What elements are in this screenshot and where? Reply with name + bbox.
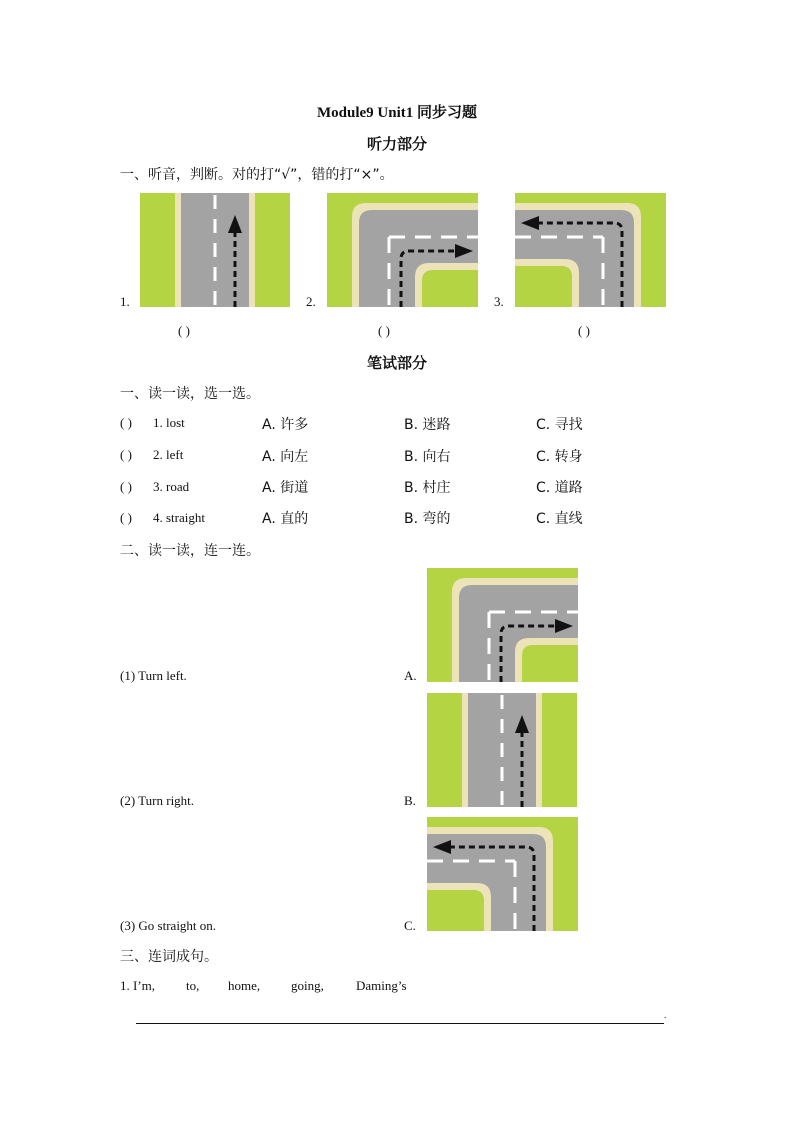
question-word: 1. lost bbox=[153, 415, 185, 430]
question-word: 4. straight bbox=[153, 510, 205, 525]
match-option-letter: A. bbox=[404, 668, 417, 683]
part2-title: 二、读一读，连一连。 bbox=[120, 543, 260, 559]
listening-section-title: 一、听音，判断。对的打“√”，错的打“×”。 bbox=[120, 167, 394, 183]
option-a: A. 直的 bbox=[262, 511, 309, 527]
listening-heading: 听力部分 bbox=[366, 135, 427, 153]
part1-title: 一、读一读，选一选。 bbox=[120, 386, 260, 402]
listening-item-number: 1. bbox=[120, 294, 130, 309]
match-option-letter: B. bbox=[404, 793, 416, 808]
answer-paren[interactable]: ( ) bbox=[178, 323, 190, 338]
match-phrase[interactable]: (1) Turn left. bbox=[120, 668, 187, 683]
option-b: B. 迷路 bbox=[404, 417, 451, 433]
option-c-turn-left-picture[interactable] bbox=[427, 817, 578, 931]
answer-paren[interactable]: ( ) bbox=[120, 447, 132, 462]
option-b: B. 村庄 bbox=[404, 480, 451, 496]
scrambled-word: Daming’s bbox=[356, 978, 407, 993]
scrambled-word: home, bbox=[228, 978, 261, 993]
part3-title: 三、连词成句。 bbox=[120, 949, 218, 965]
listening-item-number: 3. bbox=[494, 294, 504, 309]
page-title: Module9 Unit1 同步习题 bbox=[316, 105, 477, 121]
question-word: 2. left bbox=[153, 447, 184, 462]
option-a-turn-right-picture[interactable] bbox=[427, 568, 578, 682]
answer-line-end: . bbox=[664, 1010, 667, 1020]
match-phrase[interactable]: (3) Go straight on. bbox=[120, 918, 217, 933]
answer-paren[interactable]: ( ) bbox=[378, 323, 390, 338]
answer-paren[interactable]: ( ) bbox=[578, 323, 590, 338]
option-b: B. 向右 bbox=[404, 449, 451, 465]
match-phrase[interactable]: (2) Turn right. bbox=[120, 793, 195, 808]
answer-paren[interactable]: ( ) bbox=[120, 415, 132, 430]
straight-road-picture bbox=[140, 193, 290, 307]
answer-paren[interactable]: ( ) bbox=[120, 479, 132, 494]
scrambled-word: going, bbox=[291, 978, 324, 993]
listening-item-number: 2. bbox=[306, 294, 316, 309]
scrambled-word: to, bbox=[186, 978, 200, 993]
option-b: B. 弯的 bbox=[404, 511, 451, 527]
question-word: 3. road bbox=[153, 479, 190, 494]
scrambled-word: 1. I’m, bbox=[120, 978, 156, 993]
option-c: C. 寻找 bbox=[536, 417, 583, 433]
answer-paren[interactable]: ( ) bbox=[120, 510, 132, 525]
option-c: C. 道路 bbox=[536, 480, 583, 496]
option-a: A. 许多 bbox=[262, 417, 309, 433]
answer-line[interactable] bbox=[136, 1023, 664, 1024]
option-c: C. 直线 bbox=[536, 511, 583, 527]
match-option-letter: C. bbox=[404, 918, 416, 933]
option-b-straight-picture[interactable] bbox=[427, 693, 577, 807]
option-a: A. 向左 bbox=[262, 449, 309, 465]
option-c: C. 转身 bbox=[536, 449, 583, 465]
turn-left-road-picture bbox=[515, 193, 666, 307]
writing-heading: 笔试部分 bbox=[366, 354, 427, 372]
option-a: A. 街道 bbox=[262, 480, 309, 496]
turn-right-road-picture bbox=[327, 193, 478, 307]
